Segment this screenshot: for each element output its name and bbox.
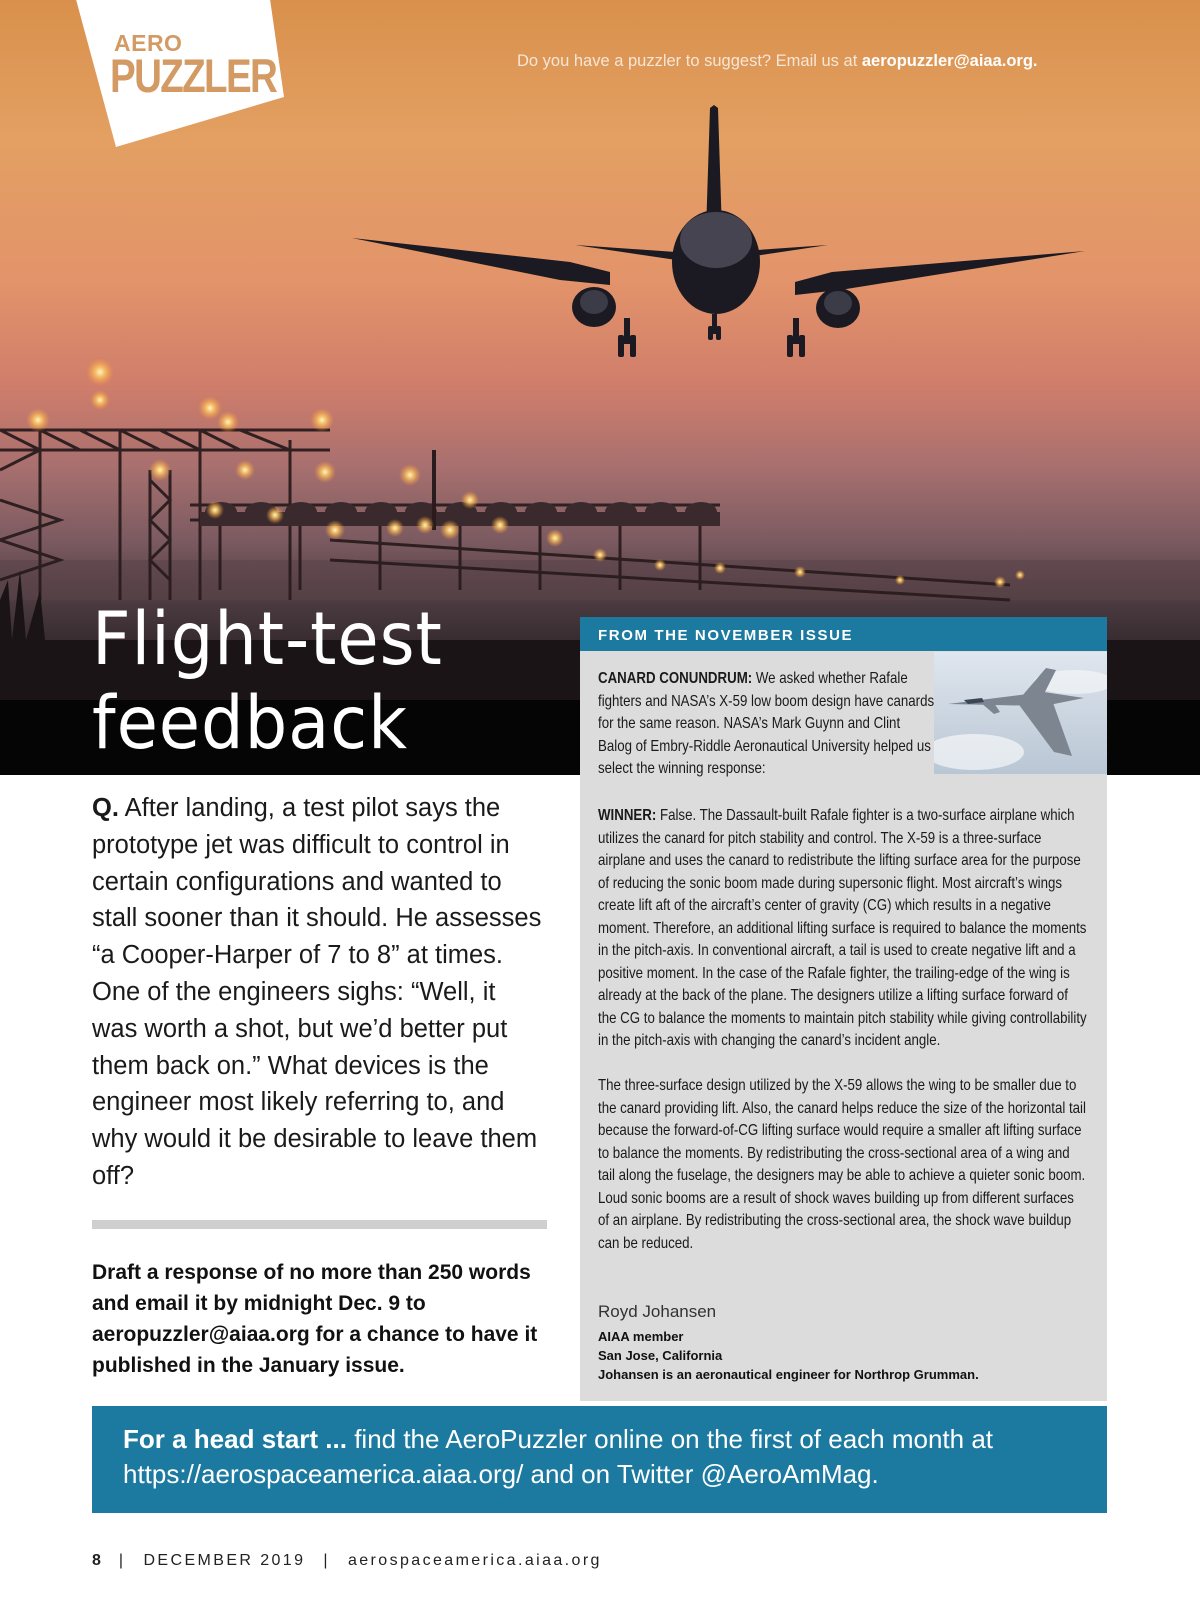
suggest-text: Do you have a puzzler to suggest? Email us at — [517, 52, 858, 70]
winner-paragraph-1 — [598, 805, 1088, 1053]
logo-puzzler-text: PUZZLER — [110, 49, 277, 102]
head-start-banner — [92, 1406, 1107, 1513]
intro-text: We asked whether Rafale fighters and NASA’s X-59 low boom design have canards for the same reason. NASA’s Mark Guynn and Clint Balog of Embry-Riddle Aeronautical University helped us select the winning response: — [598, 670, 935, 777]
rafale-fighter-photo — [934, 652, 1107, 774]
intro-label: CANARD CONUNDRUM: — [598, 670, 753, 687]
page-number: 8 — [92, 1552, 101, 1569]
footer-separator: | — [118, 1552, 126, 1569]
issue-date: DECEMBER 2019 — [143, 1552, 306, 1569]
puzzler-question — [92, 790, 542, 1195]
sidebar-heading-bar — [580, 617, 1107, 651]
section-divider — [92, 1220, 547, 1229]
title-line-1: Flight-test — [92, 597, 443, 682]
winner-title: AIAA member — [598, 1329, 684, 1344]
winning-response — [598, 805, 1088, 1255]
submission-instructions: Draft a response of no more than 250 words and email it by midnight Dec. 9 to aeropuzzler@aiaa.org for a chance to have it published in the January issue. — [92, 1261, 538, 1377]
winner-name: Royd Johansen — [598, 1302, 717, 1321]
banner-body: find the AeroPuzzler online on the first of each month at https://aerospaceamerica.aiaa.org/ and on Twitter @AeroAmMag. — [123, 1424, 994, 1489]
banner-text — [123, 1422, 1083, 1492]
website-link[interactable]: aerospaceamerica.aiaa.org — [347, 1552, 602, 1569]
question-label: Q. — [92, 794, 119, 822]
winner-label: WINNER: — [598, 807, 657, 824]
banner-lead: For a head start ... — [123, 1424, 347, 1454]
winner-bio: Johansen is an aeronautical engineer for Northrop Grumman. — [598, 1367, 979, 1382]
page-footer — [92, 1552, 602, 1570]
suggest-puzzler-note — [517, 52, 1038, 71]
november-issue-sidebar — [580, 617, 1107, 1401]
canard-conundrum-intro — [598, 668, 935, 781]
winner-paragraph-2: The three-surface design utilized by the X-59 allows the wing to be smaller due to the canard providing lift. Also, the canard helps reduce the size of the horizontal tail because the forward-of-CG lifting surface would require a smaller aft lifting surface to balance the moments. By redistributing the cross-sectional area of a wing and tail along the fuselage, the designers may be able to achieve a quieter sonic boom. Loud sonic booms are a result of shock waves building up from different surfaces of an airplane. By redistributing the cross-sectional area, the shock wave buildup can be reduced. — [598, 1077, 1086, 1252]
rafale-jet-image — [934, 652, 1107, 774]
sidebar-heading: FROM THE NOVEMBER ISSUE — [598, 627, 854, 644]
suggest-email-link[interactable]: aeropuzzler@aiaa.org. — [861, 52, 1038, 70]
logo-aero-text: AERO — [114, 30, 183, 56]
footer-separator: | — [323, 1552, 330, 1569]
winner-text-1: False. The Dassault-built Rafale fighter is a two-surface airplane which utilizes the canard for pitch stability and control. The X-59 is a three-surface airplane and uses the canard to redistribute the lifting surface area for the purpose of reducing the sonic boom made during supersonic flight. Most aircraft’s wings create lift aft of the aircraft’s center of gravity (CG) which results in a negative moment. Therefore, an additional lifting surface is required to balance the moments in the pitch-axis. In conventional aircraft, a tail is used to create negative lift and a positive moment. In the case of the Rafale fighter, the trailing-edge of the wing is already at the back of the plane. The designers utilize a lifting surface forward of the CG to balance the moments to maintain pitch stability while giving controllability in the pitch-axis with changing the canard’s incident angle. — [598, 807, 1087, 1049]
winner-location: San Jose, California — [598, 1348, 723, 1363]
page-title — [92, 598, 443, 766]
title-line-2: feedback — [92, 681, 408, 766]
question-text: After landing, a test pilot says the prototype jet was difficult to control in certain configurations and wanted to stall sooner than it should. He assesses “a Cooper-Harper of 7 to 8” at times. One of the engineers sighs: “Well, it was worth a shot, but we’d better put them back on.” What devices is the engineer most likely referring to, and why would it be desirable to leave them off? — [92, 794, 542, 1190]
